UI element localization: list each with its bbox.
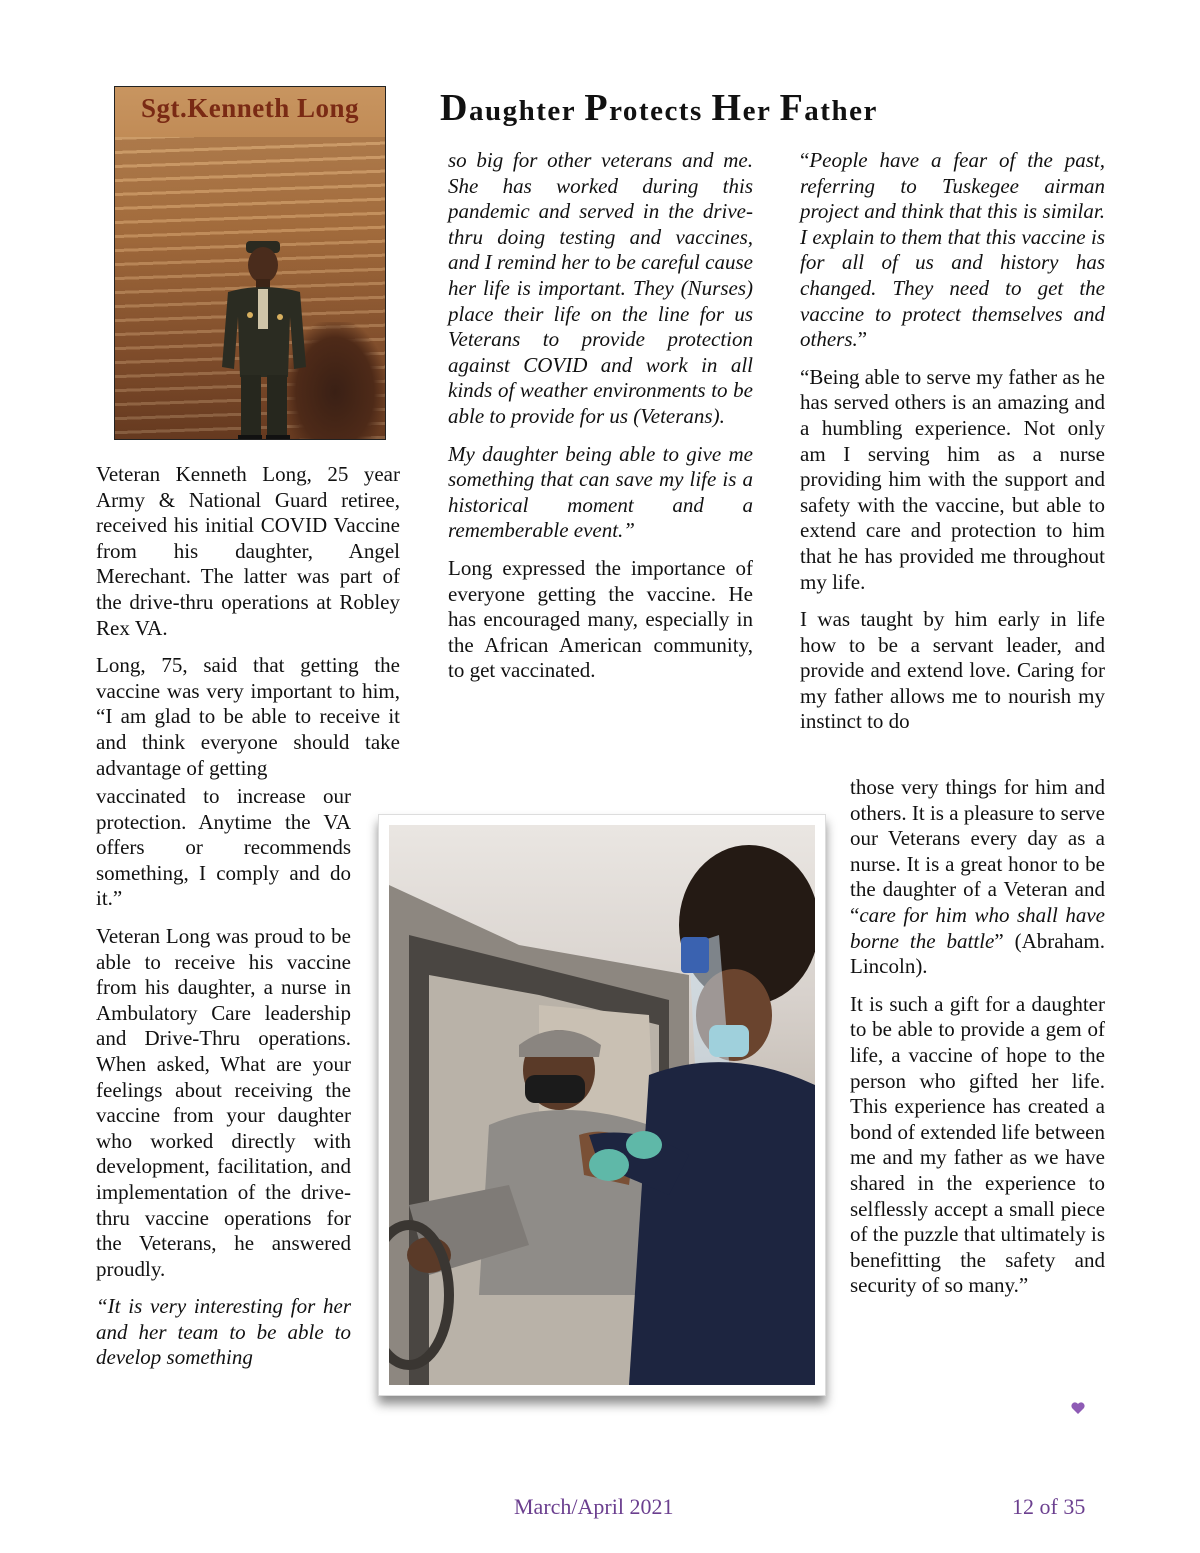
paragraph: Veteran Long was proud to be able to receive his vaccine from his daughter, a nurse in Ambulatory Care leadership and Drive-Thru operations. When asked, What are your feelings about receiving the vaccine from your daughter who worked directly with development, facilitation, and implementation of the drive-thru vaccine operations for the Veterans, he answered proudly. [96,923,351,1281]
quote-paragraph: My daughter being able to give me something that can save my life is a historical moment and a rememberable event.” [448,441,753,543]
paragraph: Long expressed the importance of everyone getting the vaccine. He has encouraged many, especially in the African American community, to get vaccinated. [448,555,753,683]
paragraph: those very things for him and others. It is a pleasure to serve our Veterans every day as a nurse. It is a great honor to be the daughter of a Veteran and “care for him who shall have borne the battle” (Abraham. Lincoln). [850,775,1105,979]
vaccination-scene [389,825,815,1385]
heart-icon [1070,1400,1086,1416]
paragraph: It is such a gift for a daughter to be able to provide a gem of life, a vaccine of hope to the person who gifted her life. This experience has created a bond of extended life between me and my father as we have shared in the experience to selflessly accept a small piece of the puzzle that ultimately is benefitting the safety and security of so many.” [850,991,1105,1298]
paragraph: Veteran Kenneth Long, 25 year Army & National Guard retiree, received his initial COVID Vaccine from his daughter, Angel Merechant. The latter was part of the drive-thru operations at Robley Rex VA. [96,462,400,640]
portrait-caption: Sgt.Kenneth Long [140,93,360,123]
article-column-1-wrapped [96,784,351,1383]
article-column-3-wrapped [850,775,1105,1311]
quote-paragraph: “It is very interesting for her and her team to be able to develop something [96,1294,351,1370]
paragraph: Long, 75, said that getting the vaccine was very important to him, “I am glad to be able to receive it and think everyone should take advantage of getting [96,653,400,780]
article-column-1 [96,462,400,793]
vaccination-photo [378,814,826,1396]
portrait-photo [114,86,386,440]
paragraph: I was taught by him early in life how to be a servant leader, and provide and extend love. Caring for my father allows me to nourish my instinct to do [800,607,1105,734]
paragraph: “Being able to serve my father as he has served others is an amazing and a humbling experience. Not only am I serving him as a nurse providing him with the support and safety with the vaccine, but able to extend care and protection to him that he has provided me throughout my life. [800,364,1105,594]
article-title: Daughter Protects Her Father [440,87,878,129]
paragraph: vaccinated to increase our protection. Anytime the VA offers or recommends something, I comply and do it.” [96,784,351,911]
article-column-2 [448,148,753,696]
quote-paragraph: “People have a fear of the past, referring to Tuskegee airman project and think that this is similar. I explain to them that this vaccine is for all of us and history has changed. They need to get the vaccine to protect themselves and others.” [800,148,1105,352]
soldier-figure [210,237,320,440]
article-column-3 [800,148,1105,747]
issue-date: March/April 2021 [514,1494,674,1519]
page-number: 12 of 35 [1012,1494,1086,1519]
vaccination-photo-image [389,825,815,1385]
quote-paragraph: so big for other veterans and me. She has worked during this pandemic and served in the drive-thru doing testing and vaccines, and I remind her to be careful cause her life is important. They (Nurses) place their life on the line for us Veterans to provide protection against COVID and work in all kinds of weather environments to be able to provide for us (Veterans). [448,148,753,428]
